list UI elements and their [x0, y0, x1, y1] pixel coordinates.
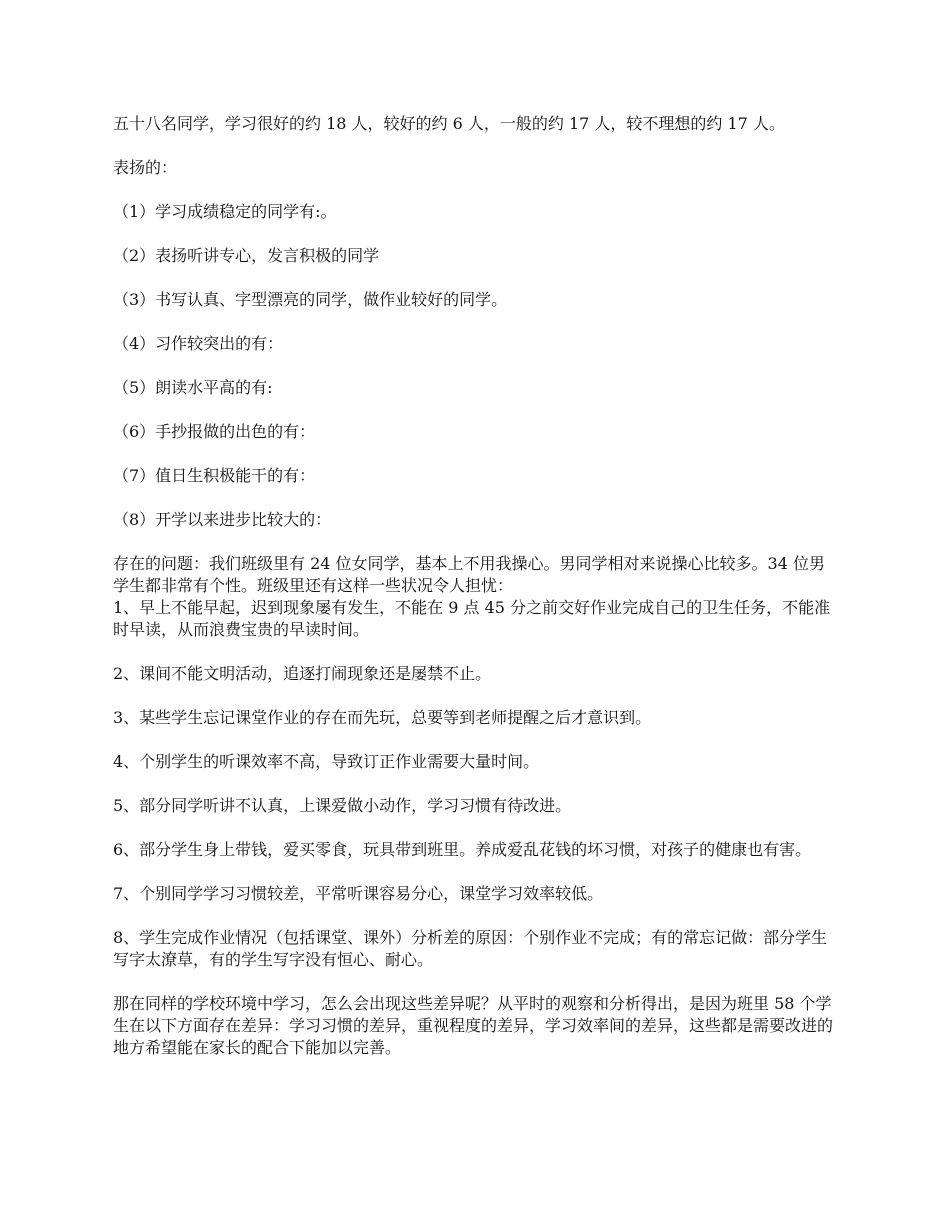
praise-item-4: （4）习作较突出的有： [113, 334, 284, 353]
conclusion-paragraph: 那在同样的学校环境中学习，怎么会出现这些差异呢？从平时的观察和分析得出，是因为班里 58 个学生在以下方面存在差异：学习习惯的差异，重视程度的差异，学习效率间的差异，这些都是需要改进的地方希望能在家长的配合下能加以完善。 [113, 994, 834, 1057]
praise-item-2: （2）表扬听讲专心，发言积极的同学 [113, 246, 380, 265]
problem-item-4: 4、个别学生的听课效率不高，导致订正作业需要大量时间。 [113, 752, 540, 771]
praise-item-7: （7）值日生积极能干的有： [113, 466, 316, 485]
problem-item-2: 2、课间不能文明活动，追逐打闹现象还是屡禁不止。 [113, 664, 492, 683]
problem-item-5: 5、部分同学听讲不认真，上课爱做小动作，学习习惯有待改进。 [113, 796, 572, 815]
problem-item-8: 8、学生完成作业情况（包括课堂、课外）分析差的原因：个别作业不完成；有的常忘记做：部分学生写字太潦草，有的学生写字没有恒心、耐心。 [113, 928, 828, 969]
praise-item-1: （1）学习成绩稳定的同学有:。 [113, 202, 337, 221]
praise-item-3: （3）书写认真、字型漂亮的同学，做作业较好的同学。 [113, 290, 508, 309]
problem-item-7: 7、个别同学学习习惯较差，平常听课容易分心，课堂学习效率较低。 [113, 884, 604, 903]
praise-item-8: （8）开学以来进步比较大的： [113, 510, 332, 529]
praise-item-6: （6）手抄报做的出色的有： [113, 422, 316, 441]
praise-heading: 表扬的： [113, 158, 178, 177]
document-page [113, 113, 835, 1059]
praise-item-5: （5）朗读水平高的有: [113, 378, 273, 397]
problems-intro: 存在的问题：我们班级里有 24 位女同学，基本上不用我操心。男同学相对来说操心比较多。34 位男学生都非常有个性。班级里还有这样一些状况令人担忧： [113, 554, 825, 595]
problem-item-3: 3、某些学生忘记课堂作业的存在而先玩，总要等到老师提醒之后才意识到。 [113, 708, 652, 727]
summary-paragraph: 五十八名同学，学习很好的约 18 人，较好的约 6 人，一般的约 17 人，较不理想的约 17 人。 [113, 114, 785, 133]
problem-item-6: 6、部分学生身上带钱，爱买零食，玩具带到班里。养成爱乱花钱的坏习惯，对孩子的健康也有害。 [113, 840, 812, 859]
problem-item-1: 1、早上不能早起，迟到现象屡有发生，不能在 9 点 45 分之前交好作业完成自己的卫生任务，不能准时早读，从而浪费宝贵的早读时间。 [113, 598, 831, 639]
